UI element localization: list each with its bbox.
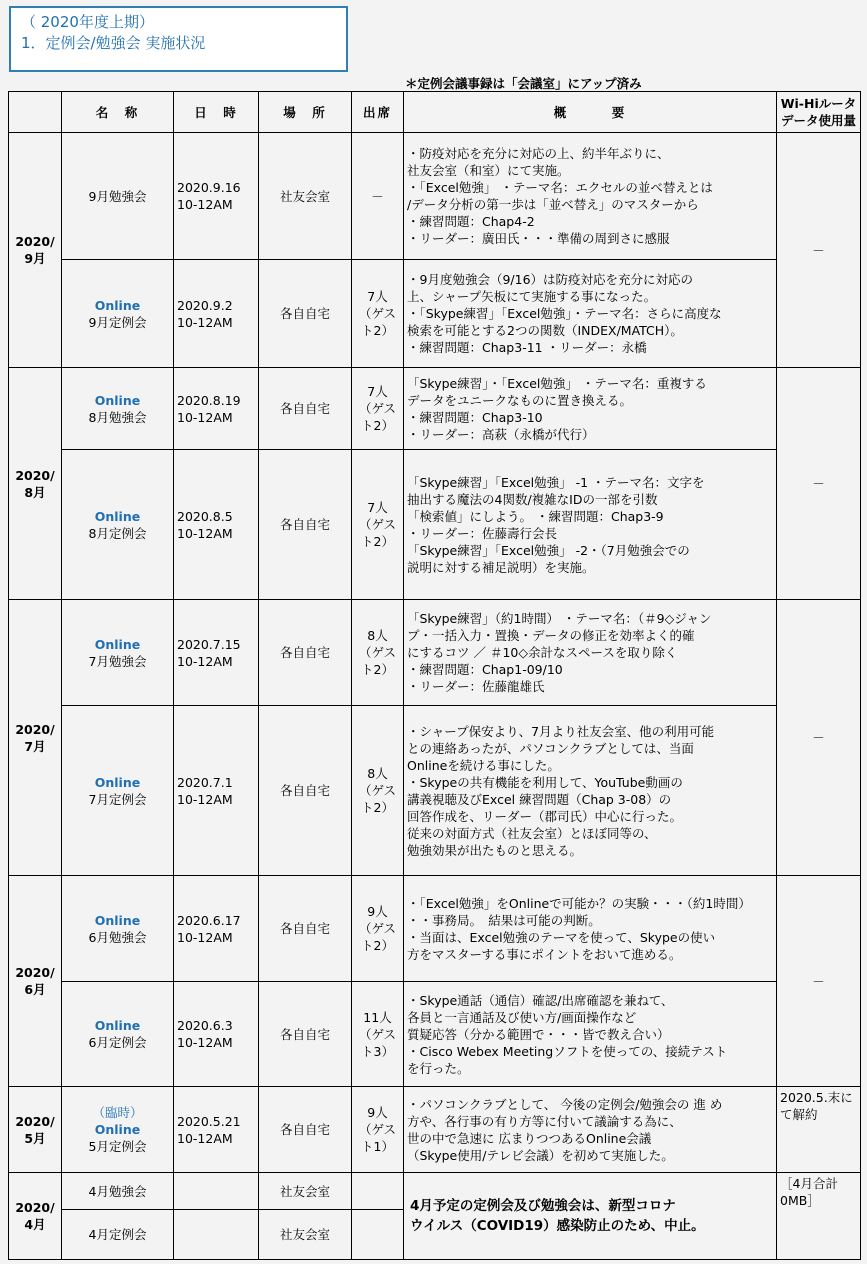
attendance-cell: 7人（ゲスト2） [352,260,404,368]
report-title-line1: （ 2020年度上期） [21,13,154,31]
period-cell: 2020/ 4月 [9,1173,62,1260]
notice-cell [404,1173,777,1260]
table-row [9,600,861,706]
place-cell: 社友会室 [259,133,352,260]
event-name-cell [62,1087,174,1173]
table-row [9,982,861,1087]
summary-cell: 「Skype練習」「Excel勉強」 -1 ・テーマ名：文字を 抽出する魔法の4関数/複雑なIDの一部を引数 「検索値」にしよう。 ・練習問題：Chap3-9 ・リーダー：佐藤壽行会長 「Skype練習」「Excel勉強」 -2・（7月勉強会での 説明に対する補足説明）を実施。 [404,450,777,600]
table-row [9,450,861,600]
report-title-line2: 1．定例会/勉強会 実施状況 [21,34,206,52]
place-cell: 各自自宅 [259,706,352,876]
online-label: Online [94,1122,141,1137]
event-name: 4月定例会 [88,1227,147,1242]
place-cell: 各自自宅 [259,982,352,1087]
table-row [9,260,861,368]
wifi-usage-cell: － [777,876,861,1087]
period-cell: 2020/ 8月 [9,368,62,600]
col-attendance: 出席 [352,92,404,133]
col-summary: 概 要 [404,92,777,133]
event-name: 7月定例会 [88,791,147,807]
place-cell: 各自自宅 [259,260,352,368]
event-name: 4月勉強会 [88,1183,147,1199]
event-name: 7月勉強会 [88,653,147,669]
attendance-cell: 7人（ゲスト2） [352,368,404,450]
period-cell: 2020/ 7月 [9,600,62,876]
date-cell [174,1210,259,1260]
attendance-cell [352,1210,404,1260]
place-cell: 各自自宅 [259,1087,352,1173]
wifi-usage-cell: － [777,368,861,600]
period-cell: 2020/ 5月 [9,1087,62,1173]
period-cell: 2020/ 9月 [9,133,62,368]
summary-cell: 「Skype練習」・「Excel勉強」 ・テーマ名：重複する データをユニークなものに置き換える。 ・練習問題：Chap3-10 ・リーダー：高萩（永橋が代行） [404,368,777,450]
event-name: 6月定例会 [88,1035,147,1050]
online-label: Online [94,508,141,524]
event-name: 6月勉強会 [88,929,147,945]
col-wifi: Wi-Hiルータ データ使用量 [777,92,861,133]
attendance-cell: 8人（ゲスト2） [352,706,404,876]
summary-cell: 「Skype練習」（約1時間） ・テーマ名：（＃9◇ジャン プ・一括入力・置換・データの修正を効率よく的確 にするコツ ／ ＃10◇余計なスペースを取り除く ・練習問題：Chap1-09/10 ・リーダー：佐藤龍雄氏 [404,600,777,706]
date-cell: 2020.9.16 10-12AM [174,133,259,260]
date-cell: 2020.6.3 10-12AM [174,982,259,1087]
date-cell: 2020.7.15 10-12AM [174,600,259,706]
event-name: 8月勉強会 [88,409,147,425]
activity-table [8,91,861,1260]
attendance-cell: 9人（ゲスト1） [352,1087,404,1173]
cancellation-notice: 4月予定の定例会及び勉強会は、新型コロナ ウイルス（COVID19）感染防止のため、中止。 [410,1198,705,1234]
report-header [9,6,348,72]
date-cell: 2020.8.5 10-12AM [174,450,259,600]
attendance-cell [352,1173,404,1210]
summary-cell: ・9月度勉強会（9/16）は防疫対応を充分に対応の 上、シャープ矢板にて実施する事になった。 ・「Skype練習」「Excel勉強」・テーマ名：さらに高度な 検索を可能とする2つの関数（INDEX/MATCH）。 ・練習問題：Chap3-11 ・リーダー：永橋 [404,260,777,368]
online-label: Online [94,774,141,790]
summary-cell: ・「Excel勉強」をOnlineで可能か？の実験・・・（約1時間） ・・事務局。 結果は可能の判断。 ・当面は、Excel勉強のテーマを使って、Skypeの使い 方をマスターする事にポイントをおいて進める。 [404,876,777,982]
col-date: 日 時 [174,92,259,133]
event-name-cell [62,450,174,600]
wifi-usage-cell: － [777,600,861,876]
summary-cell: ・Skype通話（通信）確認/出席確認を兼ねて、 各員と一言通話及び使い方/画面操作など 質疑応答（分かる範囲で・・・皆で教え合い） ・Cisco Webex Meetingソフトを使っての、接続テスト を行った。 [404,982,777,1087]
online-label: Online [94,636,141,652]
table-row [9,876,861,982]
event-name: 5月定例会 [88,1139,147,1154]
place-cell: 各自自宅 [259,368,352,450]
date-cell: 2020.6.17 10-12AM [174,876,259,982]
table-row [9,133,861,260]
attendance-cell: 8人（ゲスト2） [352,600,404,706]
wifi-usage-cell: ［4月合計 0MB］ [777,1173,861,1260]
col-period [9,92,62,133]
event-name-cell [62,876,174,982]
online-label: Online [94,1018,141,1033]
place-cell: 各自自宅 [259,450,352,600]
wifi-usage-cell: 2020.5.末に て解約 [777,1087,861,1173]
summary-cell: ・シャープ保安より、7月より社友会室、他の利用可能 との連絡あったが、パソコンクラブとしては、当面 Onlineを続ける事にした。 ・Skypeの共有機能を利用して、YouTube動画の 講義視聴及びExcel 練習問題（Chap 3-08）の 回答作成を、リーダー（郡司氏）中心に行った。 従来の対面方式（社友会室）とほぼ同等の、 勉強効果が出たものと思える。 [404,706,777,876]
event-name-cell [62,982,174,1087]
date-cell [174,1173,259,1210]
col-place: 場 所 [259,92,352,133]
extraordinary-label: （臨時） [92,1105,143,1120]
table-row [9,368,861,450]
event-name-cell [62,600,174,706]
date-cell: 2020.7.1 10-12AM [174,706,259,876]
date-cell: 2020.5.21 10-12AM [174,1087,259,1173]
event-name-cell [62,1210,174,1260]
event-name-cell [62,368,174,450]
attendance-cell: 11人（ゲスト3） [352,982,404,1087]
date-cell: 2020.9.2 10-12AM [174,260,259,368]
attendance-cell: 7人（ゲスト2） [352,450,404,600]
place-cell: 社友会室 [259,1173,352,1210]
period-cell: 2020/ 6月 [9,876,62,1087]
table-row [9,706,861,876]
event-name-cell [62,1173,174,1210]
online-label: Online [94,297,141,313]
event-name-cell [62,133,174,260]
header-row [9,92,861,133]
attendance-cell: 9人（ゲスト2） [352,876,404,982]
summary-cell: ・パソコンクラブとして、 今後の定例会/勉強会の 進 め 方や、各行事の有り方等に付いて議論する為に、 世の中で急速に 広まりつつあるOnline会議 （Skype使用/テレビ会議）を初めて実施した。 [404,1087,777,1173]
wifi-usage-cell: － [777,133,861,368]
attendance-cell: － [352,133,404,260]
place-cell: 各自自宅 [259,876,352,982]
online-label: Online [94,912,141,928]
event-name-cell [62,706,174,876]
minutes-note: ＊定例会議事録は「会議室」にアップ済み [405,76,642,91]
table-row [9,1173,861,1210]
date-cell: 2020.8.19 10-12AM [174,368,259,450]
online-label: Online [94,392,141,408]
event-name-cell [62,260,174,368]
table-row [9,1087,861,1173]
place-cell: 各自自宅 [259,600,352,706]
event-name: 9月定例会 [88,314,147,330]
place-cell: 社友会室 [259,1210,352,1260]
event-name: 9月勉強会 [88,188,147,204]
summary-cell: ・防疫対応を充分に対応の上、約半年ぶりに、 社友会室（和室）にて実施。 ・「Excel勉強」 ・テーマ名：エクセルの並べ替えとは /データ分析の第一歩は「並べ替え」のマスターから ・練習問題：Chap4-2 ・リーダー：廣田氏・・・準備の周到さに感服 [404,133,777,260]
col-name: 名 称 [62,92,174,133]
event-name: 8月定例会 [88,525,147,541]
